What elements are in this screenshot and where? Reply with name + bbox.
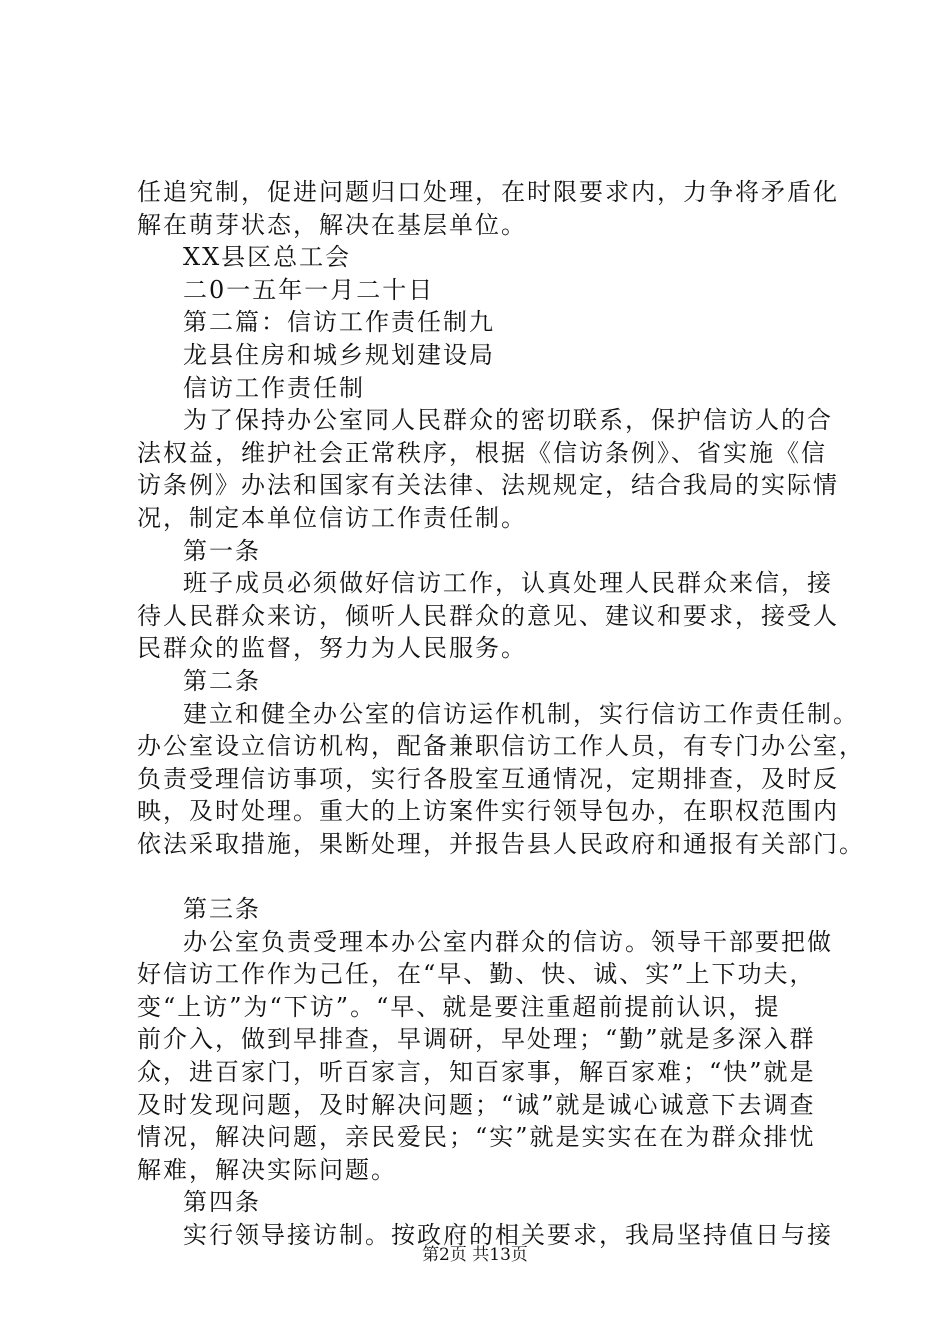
text-line: 映，及时处理。重大的上访案件实行领导包办，在职权范围内 — [137, 797, 839, 826]
text-line: 法权益，维护社会正常秩序，根据《信访条例》、省实施《信 — [137, 438, 827, 467]
text-line: 待人民群众来访，倾听人民群众的意见、建议和要求，接受人 — [137, 601, 839, 630]
text-line: 况，制定本单位信访工作责任制。 — [137, 503, 527, 532]
text-line: 访条例》办法和国家有关法律、法规规定，结合我局的实际情 — [137, 471, 839, 500]
text-line: 解难，解决实际问题。 — [137, 1155, 397, 1184]
article-heading: 第二条 — [183, 666, 261, 695]
section-heading: 第二篇：信访工作责任制九 — [183, 308, 495, 337]
text-line: 建立和健全办公室的信访运作机制，实行信访工作责任制。 — [183, 699, 859, 728]
text-line: 解在萌芽状态，解决在基层单位。 — [137, 210, 527, 239]
document-body — [137, 176, 865, 1252]
document-title: 信访工作责任制 — [183, 373, 365, 402]
issuer-line: 龙县住房和城乡规划建设局 — [183, 340, 495, 369]
paragraph-gap — [137, 860, 837, 893]
text-line: 前介入，做到早排查，早调研，早处理；“勤”就是多深入群 — [137, 1025, 816, 1054]
text-line: 依法采取措施，果断处理，并报告县人民政府和通报有关部门。 — [137, 829, 865, 858]
text-line: 办公室负责受理本办公室内群众的信访。领导干部要把做 — [183, 927, 833, 956]
text-line: 及时发现问题，及时解决问题；“诚”就是诚心诚意下去调查 — [137, 1090, 816, 1119]
text-line: 任追究制，促进问题归口处理，在时限要求内，力争将矛盾化 — [137, 178, 839, 206]
text-line: 好信访工作作为己任，在“早、勤、快、诚、实”上下功夫， — [137, 960, 816, 989]
text-line: 实行领导接访制。按政府的相关要求，我局坚持值日与接 — [183, 1221, 833, 1249]
text-line: 班子成员必须做好信访工作，认真处理人民群众来信，接 — [183, 569, 833, 598]
text-line: 变“上访”为“下访”。“早、就是要注重超前提前认识，提 — [137, 992, 781, 1021]
page-footer: 第2页 共13页 — [422, 1245, 528, 1265]
text-line: 情况，解决问题，亲民爱民；“实”就是实实在在为群众排忧 — [137, 1123, 816, 1152]
text-line: 负责受理信访事项，实行各股室互通情况，定期排查，及时反 — [137, 764, 839, 793]
article-heading: 第三条 — [183, 895, 261, 924]
text-line: 民群众的监督，努力为人民服务。 — [137, 634, 527, 663]
article-heading: 第一条 — [183, 536, 261, 565]
text-line: 众，进百家门，听百家言，知百家事，解百家难；“快”就是 — [137, 1058, 816, 1087]
text-line: 为了保持办公室同人民群众的密切联系，保护信访人的合 — [183, 406, 833, 435]
signature-organization: XX县区总工会 — [183, 243, 352, 272]
signature-date: 二0一五年一月二十日 — [183, 275, 435, 304]
article-heading: 第四条 — [183, 1188, 261, 1217]
text-line: 办公室设立信访机构，配备兼职信访工作人员，有专门办公室， — [137, 732, 865, 761]
